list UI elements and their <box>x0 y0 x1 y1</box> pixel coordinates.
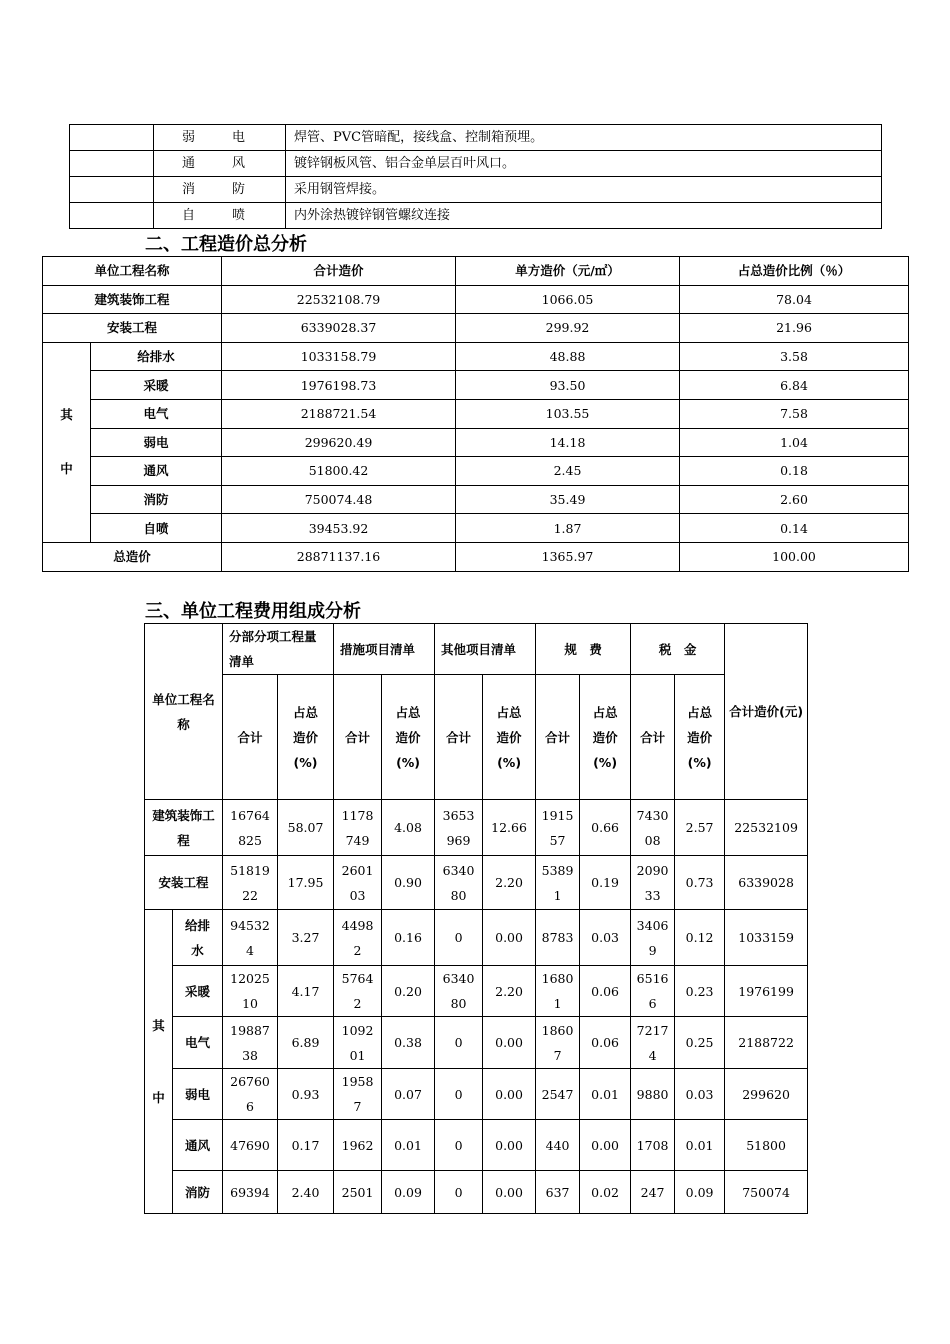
composition-pct: 0.00 <box>580 1120 631 1171</box>
composition-name: 安装工程 <box>145 856 223 910</box>
group-label <box>43 342 91 542</box>
summary-pct: 100.00 <box>680 542 909 571</box>
summary-name: 采暖 <box>91 371 222 400</box>
summary-unit: 1.87 <box>456 514 680 543</box>
spec-name: 消 防 <box>154 177 286 203</box>
summary-pct: 0.14 <box>680 514 909 543</box>
spec-blank-cell <box>70 125 154 151</box>
composition-sum: 440 <box>536 1120 580 1171</box>
composition-pct: 0.16 <box>382 910 435 966</box>
composition-sum: 3653969 <box>435 800 483 856</box>
composition-sum: 2547 <box>536 1069 580 1120</box>
composition-subheader-row <box>145 675 808 800</box>
composition-sum: 2501 <box>334 1171 382 1214</box>
composition-sum: 72174 <box>631 1017 675 1069</box>
composition-sum: 0 <box>435 1017 483 1069</box>
cost-group-header: 分部分项工程量清单 <box>223 624 334 675</box>
group-label-char: 其 <box>60 407 73 423</box>
composition-pct: 0.02 <box>580 1171 631 1214</box>
composition-total: 6339028 <box>725 856 808 910</box>
summary-name: 通风 <box>91 457 222 486</box>
composition-sum: 634080 <box>435 856 483 910</box>
composition-pct: 0.93 <box>278 1069 334 1120</box>
composition-pct: 2.40 <box>278 1171 334 1214</box>
composition-pct: 0.66 <box>580 800 631 856</box>
composition-name: 电气 <box>173 1017 223 1069</box>
summary-unit: 103.55 <box>456 399 680 428</box>
composition-row <box>145 1120 808 1171</box>
summary-unit: 1365.97 <box>456 542 680 571</box>
summary-total: 22532108.79 <box>222 285 456 314</box>
sum-subheader: 合计 <box>536 675 580 800</box>
composition-sum: 16764825 <box>223 800 278 856</box>
composition-pct: 0.38 <box>382 1017 435 1069</box>
composition-pct: 0.00 <box>483 1069 536 1120</box>
spec-name: 弱 电 <box>154 125 286 151</box>
pct-subheader: 占总造价(%) <box>675 675 725 800</box>
group-label-char: 中 <box>152 1089 165 1105</box>
summary-name: 弱电 <box>91 428 222 457</box>
composition-pct: 0.01 <box>675 1120 725 1171</box>
composition-pct: 0.06 <box>580 1017 631 1069</box>
summary-name: 自喷 <box>91 514 222 543</box>
composition-total: 1033159 <box>725 910 808 966</box>
composition-pct: 0.25 <box>675 1017 725 1069</box>
composition-pct: 17.95 <box>278 856 334 910</box>
composition-sum: 16801 <box>536 966 580 1017</box>
composition-name: 建筑装饰工程 <box>145 800 223 856</box>
section2-heading: 二、工程造价总分析 <box>145 234 307 255</box>
composition-sum: 1202510 <box>223 966 278 1017</box>
composition-pct: 0.12 <box>675 910 725 966</box>
composition-sum: 209033 <box>631 856 675 910</box>
spec-blank-cell <box>70 151 154 177</box>
summary-total: 51800.42 <box>222 457 456 486</box>
composition-sum: 109201 <box>334 1017 382 1069</box>
summary-row <box>43 428 909 457</box>
composition-row <box>145 856 808 910</box>
summary-total: 28871137.16 <box>222 542 456 571</box>
summary-header-cell: 占总造价比例（％） <box>680 257 909 286</box>
composition-sum: 57642 <box>334 966 382 1017</box>
composition-sum: 18607 <box>536 1017 580 1069</box>
composition-name: 采暖 <box>173 966 223 1017</box>
cost-group-header: 其他项目清单 <box>435 624 536 675</box>
spec-row <box>70 203 882 229</box>
composition-sum: 9880 <box>631 1069 675 1120</box>
summary-pct: 21.96 <box>680 314 909 343</box>
group-spacer <box>145 1039 172 1085</box>
composition-pct: 58.07 <box>278 800 334 856</box>
summary-row <box>43 285 909 314</box>
composition-sum: 53891 <box>536 856 580 910</box>
composition-pct: 0.09 <box>382 1171 435 1214</box>
composition-sum: 637 <box>536 1171 580 1214</box>
spec-row <box>70 177 882 203</box>
summary-total: 2188721.54 <box>222 399 456 428</box>
total-header: 合计造价(元) <box>725 624 808 800</box>
composition-total: 2188722 <box>725 1017 808 1069</box>
pct-subheader: 占总造价(%) <box>278 675 334 800</box>
composition-row <box>145 1017 808 1069</box>
composition-row <box>145 966 808 1017</box>
summary-pct: 78.04 <box>680 285 909 314</box>
cost-group-header: 措施项目清单 <box>334 624 435 675</box>
composition-pct: 0.19 <box>580 856 631 910</box>
composition-sum: 0 <box>435 1120 483 1171</box>
composition-sum: 47690 <box>223 1120 278 1171</box>
composition-sum: 69394 <box>223 1171 278 1214</box>
composition-sum: 0 <box>435 910 483 966</box>
composition-sum: 743008 <box>631 800 675 856</box>
cost-composition-table <box>144 623 808 1214</box>
composition-pct: 6.89 <box>278 1017 334 1069</box>
composition-sum: 945324 <box>223 910 278 966</box>
summary-total: 1976198.73 <box>222 371 456 400</box>
spec-name: 自 喷 <box>154 203 286 229</box>
summary-name: 消防 <box>91 485 222 514</box>
spec-row <box>70 125 882 151</box>
composition-name: 弱电 <box>173 1069 223 1120</box>
summary-unit: 299.92 <box>456 314 680 343</box>
summary-pct: 2.60 <box>680 485 909 514</box>
composition-sum: 65166 <box>631 966 675 1017</box>
composition-pct: 0.00 <box>483 1017 536 1069</box>
summary-total: 39453.92 <box>222 514 456 543</box>
spec-name: 通 风 <box>154 151 286 177</box>
composition-sum: 260103 <box>334 856 382 910</box>
summary-total: 1033158.79 <box>222 342 456 371</box>
composition-pct: 12.66 <box>483 800 536 856</box>
summary-pct: 6.84 <box>680 371 909 400</box>
sum-subheader: 合计 <box>435 675 483 800</box>
composition-pct: 4.17 <box>278 966 334 1017</box>
composition-pct: 0.00 <box>483 910 536 966</box>
summary-total: 6339028.37 <box>222 314 456 343</box>
composition-pct: 0.00 <box>483 1120 536 1171</box>
composition-pct: 0.03 <box>580 910 631 966</box>
sum-subheader: 合计 <box>631 675 675 800</box>
summary-row <box>43 542 909 571</box>
composition-sum: 1178749 <box>334 800 382 856</box>
composition-pct: 0.09 <box>675 1171 725 1214</box>
summary-unit: 1066.05 <box>456 285 680 314</box>
cost-group-header: 税 金 <box>631 624 725 675</box>
composition-sum: 19587 <box>334 1069 382 1120</box>
composition-name: 通风 <box>173 1120 223 1171</box>
composition-pct: 2.20 <box>483 856 536 910</box>
group-label-char: 其 <box>152 1017 165 1033</box>
composition-total: 51800 <box>725 1120 808 1171</box>
spec-desc: 焊管、PVC管暗配，接线盒、控制箱预埋。 <box>286 125 882 151</box>
summary-row <box>43 342 909 371</box>
summary-pct: 0.18 <box>680 457 909 486</box>
pct-subheader: 占总造价(%) <box>580 675 631 800</box>
composition-sum: 267606 <box>223 1069 278 1120</box>
composition-pct: 0.17 <box>278 1120 334 1171</box>
composition-row <box>145 1171 808 1214</box>
summary-total: 750074.48 <box>222 485 456 514</box>
cost-summary-table <box>42 256 909 572</box>
composition-name: 消防 <box>173 1171 223 1214</box>
summary-header-cell: 单位工程名称 <box>43 257 222 286</box>
composition-pct: 0.20 <box>382 966 435 1017</box>
spec-desc: 内外涂热镀锌钢管螺纹连接 <box>286 203 882 229</box>
composition-sum: 634080 <box>435 966 483 1017</box>
summary-name: 给排水 <box>91 342 222 371</box>
summary-row <box>43 399 909 428</box>
section3-heading: 三、单位工程费用组成分析 <box>145 601 361 622</box>
composition-sum: 191557 <box>536 800 580 856</box>
composition-pct: 0.06 <box>580 966 631 1017</box>
spec-blank-cell <box>70 203 154 229</box>
summary-name: 总造价 <box>43 542 222 571</box>
composition-sum: 247 <box>631 1171 675 1214</box>
pct-subheader: 占总造价(%) <box>483 675 536 800</box>
summary-name: 安装工程 <box>43 314 222 343</box>
composition-pct: 4.08 <box>382 800 435 856</box>
composition-sum: 0 <box>435 1171 483 1214</box>
composition-row <box>145 800 808 856</box>
summary-row <box>43 314 909 343</box>
composition-sum: 1708 <box>631 1120 675 1171</box>
composition-total: 1976199 <box>725 966 808 1017</box>
summary-name: 电气 <box>91 399 222 428</box>
summary-unit: 2.45 <box>456 457 680 486</box>
summary-name: 建筑装饰工程 <box>43 285 222 314</box>
summary-row <box>43 371 909 400</box>
spec-desc: 镀锌钢板风管、铝合金单层百叶风口。 <box>286 151 882 177</box>
composition-pct: 0.03 <box>675 1069 725 1120</box>
composition-sum: 34069 <box>631 910 675 966</box>
summary-pct: 1.04 <box>680 428 909 457</box>
summary-unit: 14.18 <box>456 428 680 457</box>
composition-row <box>145 1069 808 1120</box>
spec-row <box>70 151 882 177</box>
summary-unit: 48.88 <box>456 342 680 371</box>
composition-sum: 5181922 <box>223 856 278 910</box>
composition-pct: 2.20 <box>483 966 536 1017</box>
summary-header-cell: 合计造价 <box>222 257 456 286</box>
composition-pct: 0.00 <box>483 1171 536 1214</box>
summary-total: 299620.49 <box>222 428 456 457</box>
unit-name-header: 单位工程名称 <box>145 624 223 800</box>
pct-subheader: 占总造价(%) <box>382 675 435 800</box>
sum-subheader: 合计 <box>334 675 382 800</box>
summary-row <box>43 514 909 543</box>
composition-pct: 0.07 <box>382 1069 435 1120</box>
spec-blank-cell <box>70 177 154 203</box>
composition-sum: 0 <box>435 1069 483 1120</box>
composition-total: 299620 <box>725 1069 808 1120</box>
summary-pct: 3.58 <box>680 342 909 371</box>
group-label-char: 中 <box>60 461 73 477</box>
composition-row <box>145 910 808 966</box>
summary-row <box>43 485 909 514</box>
composition-pct: 0.01 <box>580 1069 631 1120</box>
cost-group-header: 规 费 <box>536 624 631 675</box>
summary-unit: 93.50 <box>456 371 680 400</box>
composition-pct: 0.01 <box>382 1120 435 1171</box>
summary-unit: 35.49 <box>456 485 680 514</box>
composition-sum: 8783 <box>536 910 580 966</box>
composition-total: 22532109 <box>725 800 808 856</box>
composition-pct: 3.27 <box>278 910 334 966</box>
composition-sum: 44982 <box>334 910 382 966</box>
composition-total: 750074 <box>725 1171 808 1214</box>
composition-header-row <box>145 624 808 675</box>
summary-row <box>43 457 909 486</box>
composition-name: 给排水 <box>173 910 223 966</box>
spec-desc: 采用钢管焊接。 <box>286 177 882 203</box>
composition-pct: 0.73 <box>675 856 725 910</box>
spec-table <box>69 124 882 229</box>
composition-sum: 1962 <box>334 1120 382 1171</box>
group-spacer <box>43 428 90 456</box>
composition-pct: 0.23 <box>675 966 725 1017</box>
summary-header-row <box>43 257 909 286</box>
group-label <box>145 910 173 1214</box>
composition-sum: 1988738 <box>223 1017 278 1069</box>
sum-subheader: 合计 <box>223 675 278 800</box>
summary-header-cell: 单方造价（元/㎡） <box>456 257 680 286</box>
composition-pct: 0.90 <box>382 856 435 910</box>
composition-pct: 2.57 <box>675 800 725 856</box>
summary-pct: 7.58 <box>680 399 909 428</box>
